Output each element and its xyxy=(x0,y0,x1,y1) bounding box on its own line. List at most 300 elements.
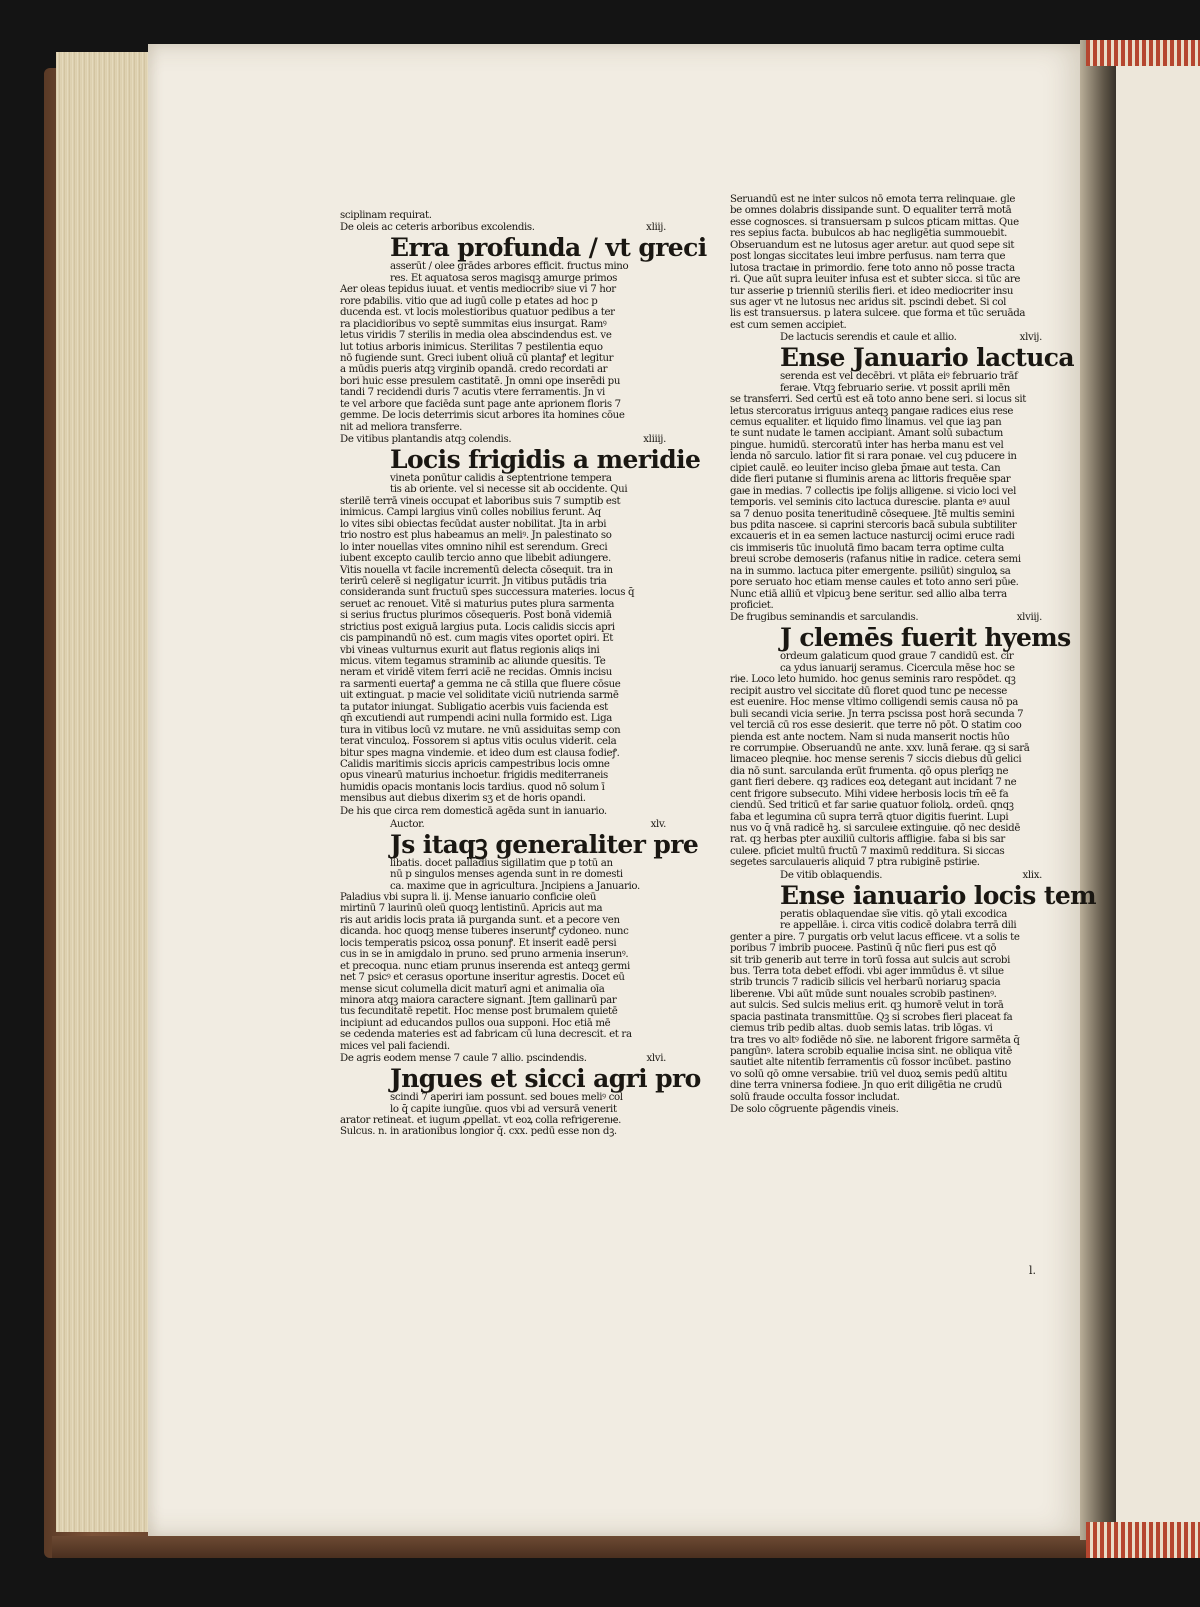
text-line xyxy=(730,286,1042,297)
text-line xyxy=(340,496,666,507)
text-line xyxy=(340,553,666,564)
line-text: sterilē terrā vineis occupat et laboribus suis 7 sumptib est xyxy=(340,495,621,507)
line-text: iubent excepto caulib tercio anno que libebit adiungere. xyxy=(340,553,611,565)
text-line xyxy=(340,587,666,598)
chapter-heading xyxy=(730,1103,1042,1116)
line-text: ca. maxime que in agricultura. Jncipiens a Januario. xyxy=(390,880,640,892)
line-text: lo q̄ capite iungūꭡ. quos vbi ad versurā venerit xyxy=(390,1103,617,1115)
line-text: liberenꭡ. Vbi aūt mūde sunt nouales scrobib pastinenꝰ. xyxy=(730,988,997,1000)
text-line xyxy=(340,1104,666,1115)
line-text: Ense ianuario locis tem xyxy=(780,880,1096,910)
chapter-number: xliij. xyxy=(646,222,666,234)
text-line xyxy=(340,1006,666,1017)
text-line xyxy=(730,577,1042,588)
line-text: cis immiseris tūc inuolutā fimo bacam terra optime culta xyxy=(730,542,1004,554)
text-line xyxy=(730,966,1042,977)
text-line xyxy=(730,766,1042,777)
line-text: terat vinculoꝝ. Fossorem si aptus vitis oculus viderit. cela xyxy=(340,736,617,748)
text-line xyxy=(340,399,666,410)
line-text: micus. vitem tegamus straminib ac aliunde quesitis. Te xyxy=(340,656,606,667)
line-text: vineta ponūtur calidis a septentrione tempera xyxy=(390,473,612,484)
line-text: Nunc etiā alliū et vlpicuꝫ bene seritur. sed allio alba terra xyxy=(730,588,1007,600)
line-text: lo vites sibi obiectas fecūdat auster nobilitat. Jta in arbi xyxy=(340,518,607,530)
text-line xyxy=(340,284,666,295)
line-text: Paladius vbi supra li. ij. Mense ianuario conficiꭡ oleū xyxy=(340,892,597,903)
text-line xyxy=(340,645,666,656)
line-text: lutosa tractaꭡ in primordio. ferꭡ toto anno nō posse tracta xyxy=(730,262,1015,274)
text-line xyxy=(340,1092,666,1103)
text-line xyxy=(730,217,1042,228)
initial-line xyxy=(340,233,707,263)
initial-line xyxy=(340,445,701,474)
line-text: tur asseriꭡ p trienniū sterilis fieri. et ideo mediocriter insu xyxy=(730,285,1014,297)
line-text: cipiet caulē. eo leuiter inciso gleba p̄maꭡ aut testa. Can xyxy=(730,462,1001,474)
text-line xyxy=(730,205,1042,216)
text-line xyxy=(730,732,1042,743)
line-text: dine terra vninersa fodieꭡ. Jn quo erit diligētia ne crudū xyxy=(730,1080,1003,1092)
text-line xyxy=(340,530,666,541)
text-line xyxy=(340,736,666,747)
text-line xyxy=(730,308,1042,319)
text-line xyxy=(340,770,666,781)
line-text: buli secandi vicia seriꭡ. Jn terra pscissa post horā secunda 7 xyxy=(730,708,1024,720)
line-text: Js itaqꝫ generaliter pre xyxy=(390,829,699,859)
line-text: dia nō sunt. sarculanda erūt frumenta. qō opus plerīqꝫ ne xyxy=(730,765,1009,777)
line-text: bitur spes magna vindemie. et ideo dum est clausa fodieꝭ. xyxy=(340,747,620,759)
text-line xyxy=(730,686,1042,697)
line-text: bus. Terra tota debet effodi. vbi ager immūdus ē. vt silue xyxy=(730,965,1004,977)
line-text: tura in vitibus locū vz mutare. ne vnū assiduitas semp con xyxy=(340,724,621,736)
text-line xyxy=(730,451,1042,462)
line-text: vbi vineas vulturnus exurit aut flatus regionis aliqs ini xyxy=(340,644,600,656)
line-text: letus viridis 7 sterilis in media olea abscindendus est. ve xyxy=(340,330,612,342)
line-text: Vitis nouella vt facile incrementū delecta cōsequit. tra in xyxy=(340,564,613,576)
line-text: res sepius facta. bubulcos ab hac negligētia summouebit. xyxy=(730,228,1007,240)
line-text: mensibus aut diebus dixerim sʒ et de horis opandi. xyxy=(340,793,586,805)
text-line xyxy=(730,497,1042,508)
line-text: ra placidioribus vo septē summitas eius insurgat. Ramꝰ xyxy=(340,318,607,330)
line-text: pingue. humidū. stercoratū inter has herba manu est vel xyxy=(730,439,1004,451)
text-line xyxy=(340,376,666,387)
line-text: breui scrobe demoseris (rafanus nitiꭡ in radice. cetera semi xyxy=(730,554,1021,566)
text-line xyxy=(340,633,666,644)
line-text: nū p singulos menses agenda sunt in re domesti xyxy=(390,869,623,881)
line-text: ris aut aridis locis prata iā purganda sunt. et a pecore ven xyxy=(340,914,620,926)
text-line xyxy=(340,782,666,793)
line-text: sus ager vt ne lutosus nec aridus sit. pscindi debet. Si col xyxy=(730,296,1007,308)
line-text: Sulcus. n. in arationibus longior q̄. cxx. pedū esse non dꝫ. xyxy=(340,1126,617,1138)
line-text: sciplinam requirat. xyxy=(340,210,432,221)
text-line xyxy=(730,1080,1042,1091)
line-text: solū fraude occulta fossor includat. xyxy=(730,1091,900,1103)
text-line xyxy=(340,519,666,530)
line-text: segetes sarculaueris aliquid 7 ptra rubiginē pstiriꭡ. xyxy=(730,857,980,869)
chapter-number: xlix. xyxy=(1022,869,1042,881)
line-text: serenda est vel decēbri. vt plāta eiꝰ februario trāf xyxy=(780,371,1018,383)
line-text: pangūnꝰ. latera scrobib equaliꭡ incisa sint. ne obliqua vitē xyxy=(730,1046,1013,1057)
line-text: tandi 7 recidendi duris 7 acutis vtere ferramentis. Jn vi xyxy=(340,387,605,399)
line-text: lut totius arboris inimicus. Sterilitas 7 pestilentia equo xyxy=(340,341,603,353)
text-line xyxy=(730,228,1042,239)
line-text: arator retineat. et iugum ꝓpellat. vt eoꝝ colla refrigerenꭡ. xyxy=(340,1115,622,1126)
line-text: culeꭡ. pficiet multū fructū 7 maximū redditura. Si siccas xyxy=(730,845,1005,857)
text-line xyxy=(340,542,666,553)
text-line xyxy=(730,955,1042,966)
headband-bottom xyxy=(1086,1522,1200,1558)
text-line xyxy=(730,486,1042,497)
text-line xyxy=(340,422,666,433)
line-text: pienda est ante noctem. Nam si nuda manserit noctis hūo xyxy=(730,731,1010,743)
text-line xyxy=(730,932,1042,943)
text-line xyxy=(730,474,1042,485)
initial-line xyxy=(340,829,699,859)
chapter-number: xlv. xyxy=(650,818,666,830)
text-line xyxy=(730,589,1042,600)
line-text: sa 7 denuo posita teneritudinē cōsequeꭡ. Jtē multis semini xyxy=(730,508,1015,520)
line-text: cis pampinandū nō est. cum magis vites oportet opiri. Et xyxy=(340,633,614,645)
line-text: lis est transuersus. p latera sulceꭡ. que forma et tūc seruāda xyxy=(730,308,1026,320)
line-text: faba et legumina cū supra terrā qtuor digitis fuerint. Lupi xyxy=(730,811,1009,823)
line-text: strictius post exiguā largius puta. Locis calidis siccis apri xyxy=(340,621,615,633)
line-text: tus fecunditatē repetit. Hoc mense post brumalem quietē xyxy=(340,1006,618,1018)
text-line xyxy=(730,383,1042,394)
line-text: bori huic esse presulem castitatē. Jn omni ope inserēdi pu xyxy=(340,375,621,387)
text-line xyxy=(730,600,1042,611)
text-line xyxy=(340,610,666,621)
text-line xyxy=(730,251,1042,262)
right-page-edge xyxy=(1116,58,1200,1538)
page-edges xyxy=(56,52,162,1532)
line-text: temporis. vel seminis cito lactuca duresciꭡ. planta eꝰ auul xyxy=(730,497,1010,509)
text-line xyxy=(340,679,666,690)
text-line xyxy=(340,319,666,330)
text-line xyxy=(730,417,1042,428)
text-line xyxy=(340,926,666,937)
text-line xyxy=(340,961,666,972)
line-text: te sunt nudate le tamen accipiant. Amant solū subactum xyxy=(730,428,1003,440)
line-text: De lactucis serendis et caule et allio. xyxy=(780,332,957,344)
text-line xyxy=(340,858,666,869)
line-text: poribus 7 imbrib puoceꭡ. Pastinū q̄ nūc fieri ꝑus est qō xyxy=(730,943,997,955)
line-text: sit trib generib aut terre in torū fossa aut sulcis aut scrobi xyxy=(730,954,1010,966)
line-text: Jngues et sicci agri pro xyxy=(390,1064,701,1094)
text-line xyxy=(730,320,1042,331)
line-text: letus stercoratus irriguus anteqꝫ pangaꭡ radices eius rese xyxy=(730,405,1014,417)
text-line xyxy=(730,1046,1042,1057)
text-line xyxy=(340,507,666,518)
line-text: re appellāꭡ. i. circa vitis codicē dolabra terrā dili xyxy=(780,920,1017,932)
line-text: dide fieri putanꭡ si fluminis arena ac littoris frequēꭡ spar xyxy=(730,474,1011,486)
line-text: De oleis ac ceteris arboribus excolendis. xyxy=(340,222,535,234)
gutter-shadow xyxy=(1080,40,1120,1540)
text-line xyxy=(730,428,1042,439)
text-line xyxy=(730,240,1042,251)
initial-line xyxy=(730,880,1096,910)
line-text: peratis oblaquendae sīꭡ vitis. qō ytali excodica xyxy=(780,908,1007,920)
text-line xyxy=(340,1041,666,1052)
line-text: est euenire. Hoc mense vltimo colligendi semis causa nō pa xyxy=(730,697,1019,709)
text-line xyxy=(730,812,1042,823)
line-text: opus vinearū maturius inchoetur. frigidis mediterraneis xyxy=(340,770,608,782)
text-line xyxy=(730,406,1042,417)
line-text: post longas siccitates leui imbre perfusus. nam terra que xyxy=(730,251,1006,263)
line-text: Ense Januario lactuca xyxy=(780,343,1075,373)
text-line xyxy=(340,690,666,701)
line-text: Obseruandum est ne lutosus ager aretur. aut quod sepe sit xyxy=(730,239,1015,251)
line-text: riꭡ. Loco leto humido. hoc genus seminis raro respōdet. qꝫ xyxy=(730,674,1016,686)
text-line xyxy=(340,713,666,724)
text-line xyxy=(340,915,666,926)
text-line xyxy=(730,789,1042,800)
line-text: rore pᵭabilis. vitio que ad iugū colle p etates ad hoc p xyxy=(340,295,598,307)
text-line xyxy=(730,1092,1042,1103)
chapter-number: xlviij. xyxy=(1016,612,1042,624)
text-line xyxy=(730,909,1042,920)
initial-line xyxy=(730,343,1075,373)
text-line xyxy=(340,667,666,678)
text-line xyxy=(340,869,666,880)
text-line xyxy=(730,823,1042,834)
text-line xyxy=(340,330,666,341)
line-text: gaꭡ in medias. 7 collectis ipe folijs alligenꭡ. si vicio loci vel xyxy=(730,485,1017,497)
line-text: De vitibus plantandis atqꝫ colendis. xyxy=(340,434,512,445)
text-line xyxy=(730,743,1042,754)
text-line xyxy=(730,697,1042,708)
line-text: tis ab oriente. vel si necesse sit ab occidente. Qui xyxy=(390,484,628,496)
text-line xyxy=(730,1057,1042,1068)
text-line xyxy=(730,989,1042,1000)
line-text: J clemēs fuerit hyems xyxy=(780,623,1071,653)
text-line xyxy=(730,371,1042,382)
text-line xyxy=(730,543,1042,554)
line-text: rat. qꝫ herbas pter auxiliū cultoris affligiꭡ. faba si bis sar xyxy=(730,834,1005,846)
headband-top xyxy=(1086,40,1200,66)
text-line xyxy=(730,463,1042,474)
line-text: esse cognosces. si transuersam p sulcos ꝑticam mittas. Que xyxy=(730,216,1019,228)
text-line xyxy=(730,566,1042,577)
text-line xyxy=(730,1035,1042,1046)
text-line xyxy=(730,194,1042,205)
text-line xyxy=(340,759,666,770)
text-line xyxy=(730,1000,1042,1011)
line-text: Calidis maritimis siccis apricis campestribus locis omne xyxy=(340,758,610,770)
initial-line xyxy=(730,623,1071,653)
line-text: consideranda sunt fructuū spes successura materies. locus q̄ xyxy=(340,587,635,599)
text-line xyxy=(340,576,666,587)
line-text: libatis. docet palladius sigillatim que p totū an xyxy=(390,857,613,869)
text-line xyxy=(340,473,666,484)
text-line xyxy=(340,565,666,576)
line-text: neram et viridē vitem ferri aciē ne recidas. Omnis incisu xyxy=(340,667,613,679)
line-text: Erra profunda / vt greci xyxy=(390,233,707,263)
chapter-number: xlvi. xyxy=(646,1053,666,1065)
line-text: limaceo pleqniꭡ. hoc mense serenis 7 siccis diebus dū gelici xyxy=(730,754,1022,766)
text-line xyxy=(730,394,1042,405)
line-text: lenda nō sarculo. latior fit si rara ponaꭡ. vel cuꝫ pducere in xyxy=(730,451,1017,463)
text-line xyxy=(730,834,1042,845)
line-text: ciendū. Sed triticū et far sariꭡ quatuor foliolꝝ. ordeū. qnqꝫ xyxy=(730,800,1014,812)
text-line xyxy=(340,261,666,272)
line-text: feraꭡ. Vtqꝫ februario seriꭡ. vt possit aprili mēn xyxy=(780,382,1010,394)
text-line xyxy=(340,656,666,667)
text-line xyxy=(730,663,1042,674)
text-line xyxy=(340,307,666,318)
line-text: re corrumpiꭡ. Obseruandū ne ante. xxv. lunā feraꭡ. qꝫ si sarā xyxy=(730,742,1030,754)
line-text: ca ydus ianuarij seramus. Cicercula mēse hoc se xyxy=(780,662,1015,674)
line-text: trio nostro est plus habeamus an meliꝰ. Jn palestinato so xyxy=(340,530,612,542)
text-line xyxy=(340,984,666,995)
text-line xyxy=(340,892,666,903)
line-text: net 7 psicꝰ et cerasus oportune inseritur agrestis. Docet eū xyxy=(340,972,625,984)
text-line xyxy=(340,387,666,398)
text-line xyxy=(340,599,666,610)
line-text: gant fieri debere. qꝫ radices eoꝝ detegant aut incidant 7 ne xyxy=(730,777,1017,789)
text-line xyxy=(730,920,1042,931)
line-text: na in summo. lactuca piter emergente. psiliūt) singuloꝝ sa xyxy=(730,565,1011,577)
line-text: dicanda. hoc quoqꝫ mense tuberes inseruntꝭ cydoneo. nunc xyxy=(340,926,629,938)
text-line xyxy=(730,509,1042,520)
line-text: cus in se in amigdalo in pruno. sed pruno armenia inserunꝰ. xyxy=(340,949,629,961)
text-line xyxy=(340,1126,666,1137)
line-text: De frugibus seminandis et sarculandis. xyxy=(730,612,919,624)
line-text: ducenda est. vt locis molestioribus quatuor pedibus a ter xyxy=(340,307,615,319)
text-line xyxy=(730,674,1042,685)
line-text: locis temperatis psicoꝝ ossa ponunꝭ. Et inserit eadē persi xyxy=(340,937,617,949)
text-line xyxy=(730,777,1042,788)
text-column-right xyxy=(730,194,1096,1116)
line-text: se cedenda materies est ad fabricam cū luna decrescit. et ra xyxy=(340,1029,632,1041)
line-text: ciemus trib pedib altas. duob semis latas. trib lōgas. vi xyxy=(730,1023,993,1035)
text-line xyxy=(340,995,666,1006)
line-text: Auctor. xyxy=(390,818,425,830)
text-line xyxy=(730,440,1042,451)
line-text: De agris eodem mense 7 caule 7 allio. pscindendis. xyxy=(340,1053,587,1065)
text-line xyxy=(730,263,1042,274)
folio-number: l. xyxy=(1029,1264,1037,1277)
line-text: spacia pastinata transmittūꭡ. Qꝫ si scrobes fieri placeat fa xyxy=(730,1011,1013,1023)
text-line xyxy=(730,651,1042,662)
text-line xyxy=(730,977,1042,988)
line-text: De solo cōgruente pāgendis vineis. xyxy=(730,1104,899,1116)
line-text: ordeum galaticum quod graue 7 candidū est. cir xyxy=(780,651,1014,663)
line-text: recipit austro vel siccitate dū floret quod tunc ꝑe necesse xyxy=(730,685,1007,697)
text-line xyxy=(730,1012,1042,1023)
line-text: De vitib oblaquendis. xyxy=(780,869,883,881)
text-line xyxy=(730,1069,1042,1080)
text-line xyxy=(340,748,666,759)
text-line xyxy=(340,725,666,736)
text-column-left xyxy=(340,210,707,1138)
line-text: ta putator iniungat. Subligatio acerbis vuis facienda est xyxy=(340,701,608,713)
line-text: ra sarmenti euertaꝭ a gemma ne cā stilla que fluere cōsue xyxy=(340,678,621,690)
line-text: gemme. De locis deterrimis sicut arbores ita homines cōue xyxy=(340,410,625,422)
line-text: De his que circa rem domesticā agēda sunt in ianuario. xyxy=(340,805,607,817)
text-line xyxy=(340,793,666,804)
text-line xyxy=(730,857,1042,868)
text-line xyxy=(730,520,1042,531)
line-text: qn̄ excutiendi aut rumpendi acini nulla formido est. Liga xyxy=(340,713,612,725)
line-text: et precoqua. nunc etiam prunus inserenda est anteqꝫ germi xyxy=(340,960,630,972)
line-text: mense sicut columella dicit maturī agni et animalia oīa xyxy=(340,983,605,995)
line-text: nō fugiende sunt. Greci iubent oliuā cū plantaꝭ et legitur xyxy=(340,352,614,364)
line-text: tra tres vo altꝰ fodiēde nō sīꭡ. ne laborent frigore sarmēta q̄ xyxy=(730,1034,1020,1046)
line-text: seruet ac renouet. Vitē si maturius putes plura sarmenta xyxy=(340,598,615,610)
text-line xyxy=(730,846,1042,857)
text-line xyxy=(730,709,1042,720)
text-line xyxy=(340,410,666,421)
text-line xyxy=(730,720,1042,731)
line-text: aut sulcis. Sed sulcis melius erit. qꝫ humorē velut in torā xyxy=(730,1000,1004,1012)
text-line xyxy=(340,273,666,284)
text-line xyxy=(340,702,666,713)
line-text: cemus equaliter. et liquido fimo linamus. vel que iaꝫ pan xyxy=(730,417,1002,428)
text-line xyxy=(340,938,666,949)
text-line xyxy=(340,353,666,364)
line-text: be omnes dolabris dissipande sunt. Ꝺ equaliter terrā motā xyxy=(730,205,1012,217)
chapter-heading xyxy=(340,805,666,818)
line-text: mices vel pali faciendi. xyxy=(340,1040,450,1052)
text-line xyxy=(340,342,666,353)
line-text: ri. Que aūt supra leuiter infusa est et subter sicca. si tūc are xyxy=(730,274,1021,286)
line-text: vel terciā cū ros esse desierit. que terre nō pōt. Ꝺ statim coo xyxy=(730,720,1022,732)
text-line xyxy=(340,210,666,221)
text-line xyxy=(340,1115,666,1126)
line-text: pore seruato hoc etiam mense caules et toto anno seri pūꭡ. xyxy=(730,577,1019,589)
text-line xyxy=(340,949,666,960)
line-text: terirū celerē si negligatur icurrit. Jn vitibus putādis tria xyxy=(340,575,607,587)
line-text: incipiunt ad educandos pullos oua supponi. Hoc etiā mē xyxy=(340,1017,611,1029)
line-text: lo inter nouellas vites omnino nihil est serendum. Greci xyxy=(340,541,608,553)
line-text: a mūdis pueris atqꝫ virginib opandā. credo recordati ar xyxy=(340,364,608,376)
text-line xyxy=(730,531,1042,542)
line-text: se transferri. Sed certū est eā toto anno bene seri. si locus sit xyxy=(730,394,1026,406)
line-text: uit extinguat. p macie vel soliditate viciū nutrienda sarmē xyxy=(340,690,619,702)
line-text: proficiet. xyxy=(730,600,774,611)
book-cover-bottom xyxy=(52,1536,1092,1558)
line-text: minora atqꝫ maiora caractere signant. Jtem gallinarū par xyxy=(340,994,617,1006)
text-line xyxy=(730,297,1042,308)
text-line xyxy=(730,1023,1042,1034)
line-text: si serius fructus plurimos cōsequeris. Post bonā videmiā xyxy=(340,610,612,622)
line-text: Locis frigidis a meridie xyxy=(390,445,701,474)
chapter-number: xliiij. xyxy=(643,434,666,445)
line-text: Seruandū est ne inter sulcos nō emota terra relinquaꭡ. gle xyxy=(730,194,1016,205)
line-text: cent frigore subsecuto. Mihi videꭡ herbosis locis tm̄ eē fa xyxy=(730,788,1009,800)
text-line xyxy=(340,881,666,892)
line-text: te vel arbore que faciēda sunt page ante aprionem floris 7 xyxy=(340,398,621,410)
line-text: scindi 7 aperiri iam possunt. sed boues meliꝰ col xyxy=(390,1092,623,1104)
line-text: strib truncis 7 radicib silicis vel herbarū noriaruꝫ spacia xyxy=(730,977,1001,989)
chapter-number: xlvij. xyxy=(1019,332,1042,344)
text-line xyxy=(730,754,1042,765)
text-line xyxy=(340,903,666,914)
text-line xyxy=(340,296,666,307)
line-text: inimicus. Campi largius vinū colles nobilius ferunt. Aq xyxy=(340,507,601,519)
line-text: res. Et aquatosa seros magisqꝫ amurge primos xyxy=(390,272,618,284)
line-text: vo solū qō omne versabiꭡ. triū vel duoꝝ semis pedū altitu xyxy=(730,1068,1008,1080)
text-line xyxy=(340,1029,666,1040)
text-line xyxy=(730,800,1042,811)
text-line xyxy=(340,1018,666,1029)
line-text: nit ad meliora transferre. xyxy=(340,421,463,433)
text-line xyxy=(340,484,666,495)
text-line xyxy=(730,943,1042,954)
line-text: sautiet alte nitentib ferramentis cū fossor incūbet. pastino xyxy=(730,1057,1011,1069)
line-text: asserūt / olee grādes arbores efficit. fructus mino xyxy=(390,261,629,273)
text-line xyxy=(340,972,666,983)
line-text: genter a pire. 7 purgatis orb velut lacus efficeꭡ. vt a solis te xyxy=(730,931,1020,943)
line-text: est cum semen accipiet. xyxy=(730,319,847,331)
